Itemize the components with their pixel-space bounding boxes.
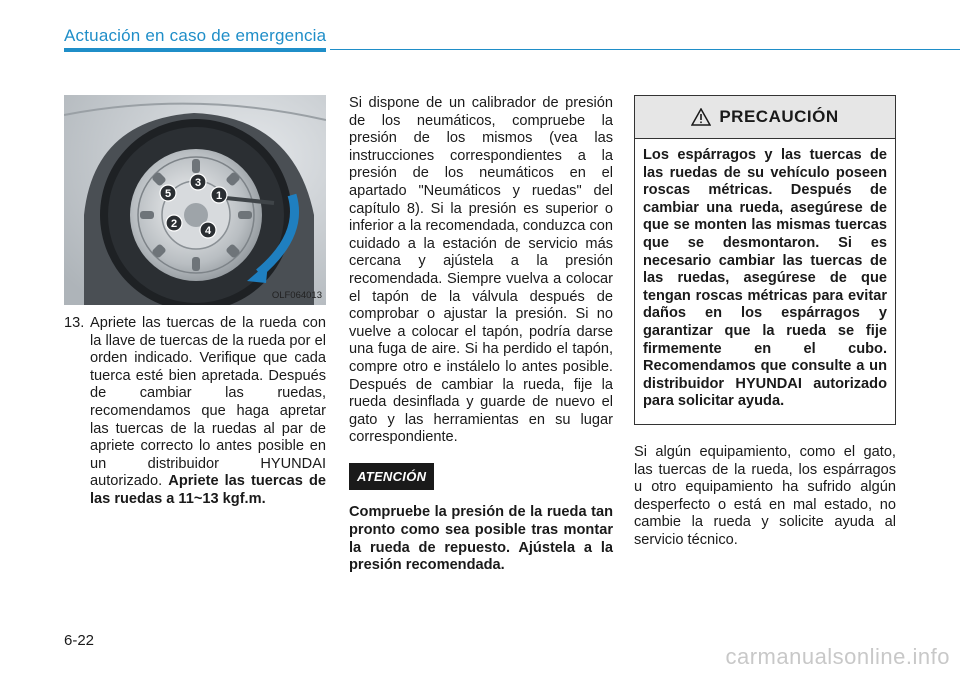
header-rule <box>330 49 960 50</box>
tire-pressure-paragraph: Si dispone de un calibrador de presión de los neumáticos, compruebe la presión de los mismos (vea las instrucciones correspondientes a la presión de los neumáticos en el apartado "Neumáticos y ruedas" del capítulo 8). Si la presión es superior o inferior a la recomendada, conduzca con cuidado a la estación de servicio más cercana y ajústela a la presión recomendada. Siempre vuelva a colocar el tapón de la válvula después de comprobar o ajustar la presión. Si no vuelve a colocar el tapón, podría darse una fuga de aire. Si ha perdido el tapón, compre otro e instálelo lo antes posible. Después de cambiar la rueda, fije la rueda desinflada y guarde de nuevo el gato y las herramientas en su lugar correspondiente. <box>349 95 613 446</box>
wheel-illustration <box>64 95 326 305</box>
lug-nut-number: 5 <box>164 188 172 200</box>
right-column <box>634 444 896 550</box>
step-body <box>90 315 326 509</box>
lug-nut-4 <box>200 222 216 238</box>
lug-nut-1 <box>211 187 227 203</box>
step-number: 13. <box>64 315 85 331</box>
attention-text: Compruebe la presión de la rueda tan pronto como sea posible tras montar la rueda de repuesto. Ajústela a la presión recomendada. <box>349 504 613 574</box>
lug-nut-number: 4 <box>204 225 212 237</box>
lug-nut-number: 2 <box>170 218 178 230</box>
lug-nut-number: 1 <box>215 190 223 202</box>
torque-spec: Apriete las tuercas de las ruedas a 11~13 kgf.m. <box>90 473 326 507</box>
lug-nut-2 <box>166 215 182 231</box>
figure-code: OLF064013 <box>271 290 322 301</box>
watermark: carmanualsonline.info <box>725 644 950 669</box>
middle-column <box>349 95 613 575</box>
caution-box <box>634 95 896 425</box>
caution-text: Los espárragos y las tuercas de las ruedas de su vehículo poseen roscas métricas. Después de cambiar una rueda, asegúrese de que se monten las mismas tuercas que se desmontaron. Si es necesario cambiar las tuercas de las ruedas, asegúrese de que tengan roscas métricas para evitar daños en los espárragos y garantizar que la rueda se fije firmemente en el cubo. Recomendamos que consulte a un distribuidor HYUNDAI autorizado para solicitar ayuda. <box>643 147 887 410</box>
attention-badge: ATENCIÓN <box>349 463 434 491</box>
step-13 <box>64 315 326 509</box>
section-title: Actuación en caso de emergencia <box>64 26 327 45</box>
warning-triangle-icon <box>691 108 711 126</box>
left-column <box>64 315 326 509</box>
lug-nut-3 <box>190 174 206 190</box>
caution-header <box>635 96 895 139</box>
lug-nut-5 <box>160 185 176 201</box>
caution-title: PRECAUCIÓN <box>719 107 839 126</box>
lug-nut-number: 3 <box>194 177 202 189</box>
header-accent-bar <box>64 48 326 52</box>
page-number: 6-22 <box>64 632 95 649</box>
wheel-drawing <box>64 95 326 305</box>
damaged-equipment-paragraph: Si algún equipamiento, como el gato, las tuercas de la rueda, los espárragos u otro equipamiento ha sufrido algún desperfecto o está en mal estado, no cambie la rueda y solicite ayuda al servicio técnico. <box>634 444 896 548</box>
step-text: Apriete las tuercas de la rueda con la llave de tuercas de la rueda por el orden indicado. Verifique que cada tuerca esté bien apretada. Después de cambiar las ruedas, recomendamos que haga apretar las tuercas de la ruedas al par de apriete correcto lo antes posible en un distribuidor HYUNDAI autorizado. <box>90 315 326 490</box>
